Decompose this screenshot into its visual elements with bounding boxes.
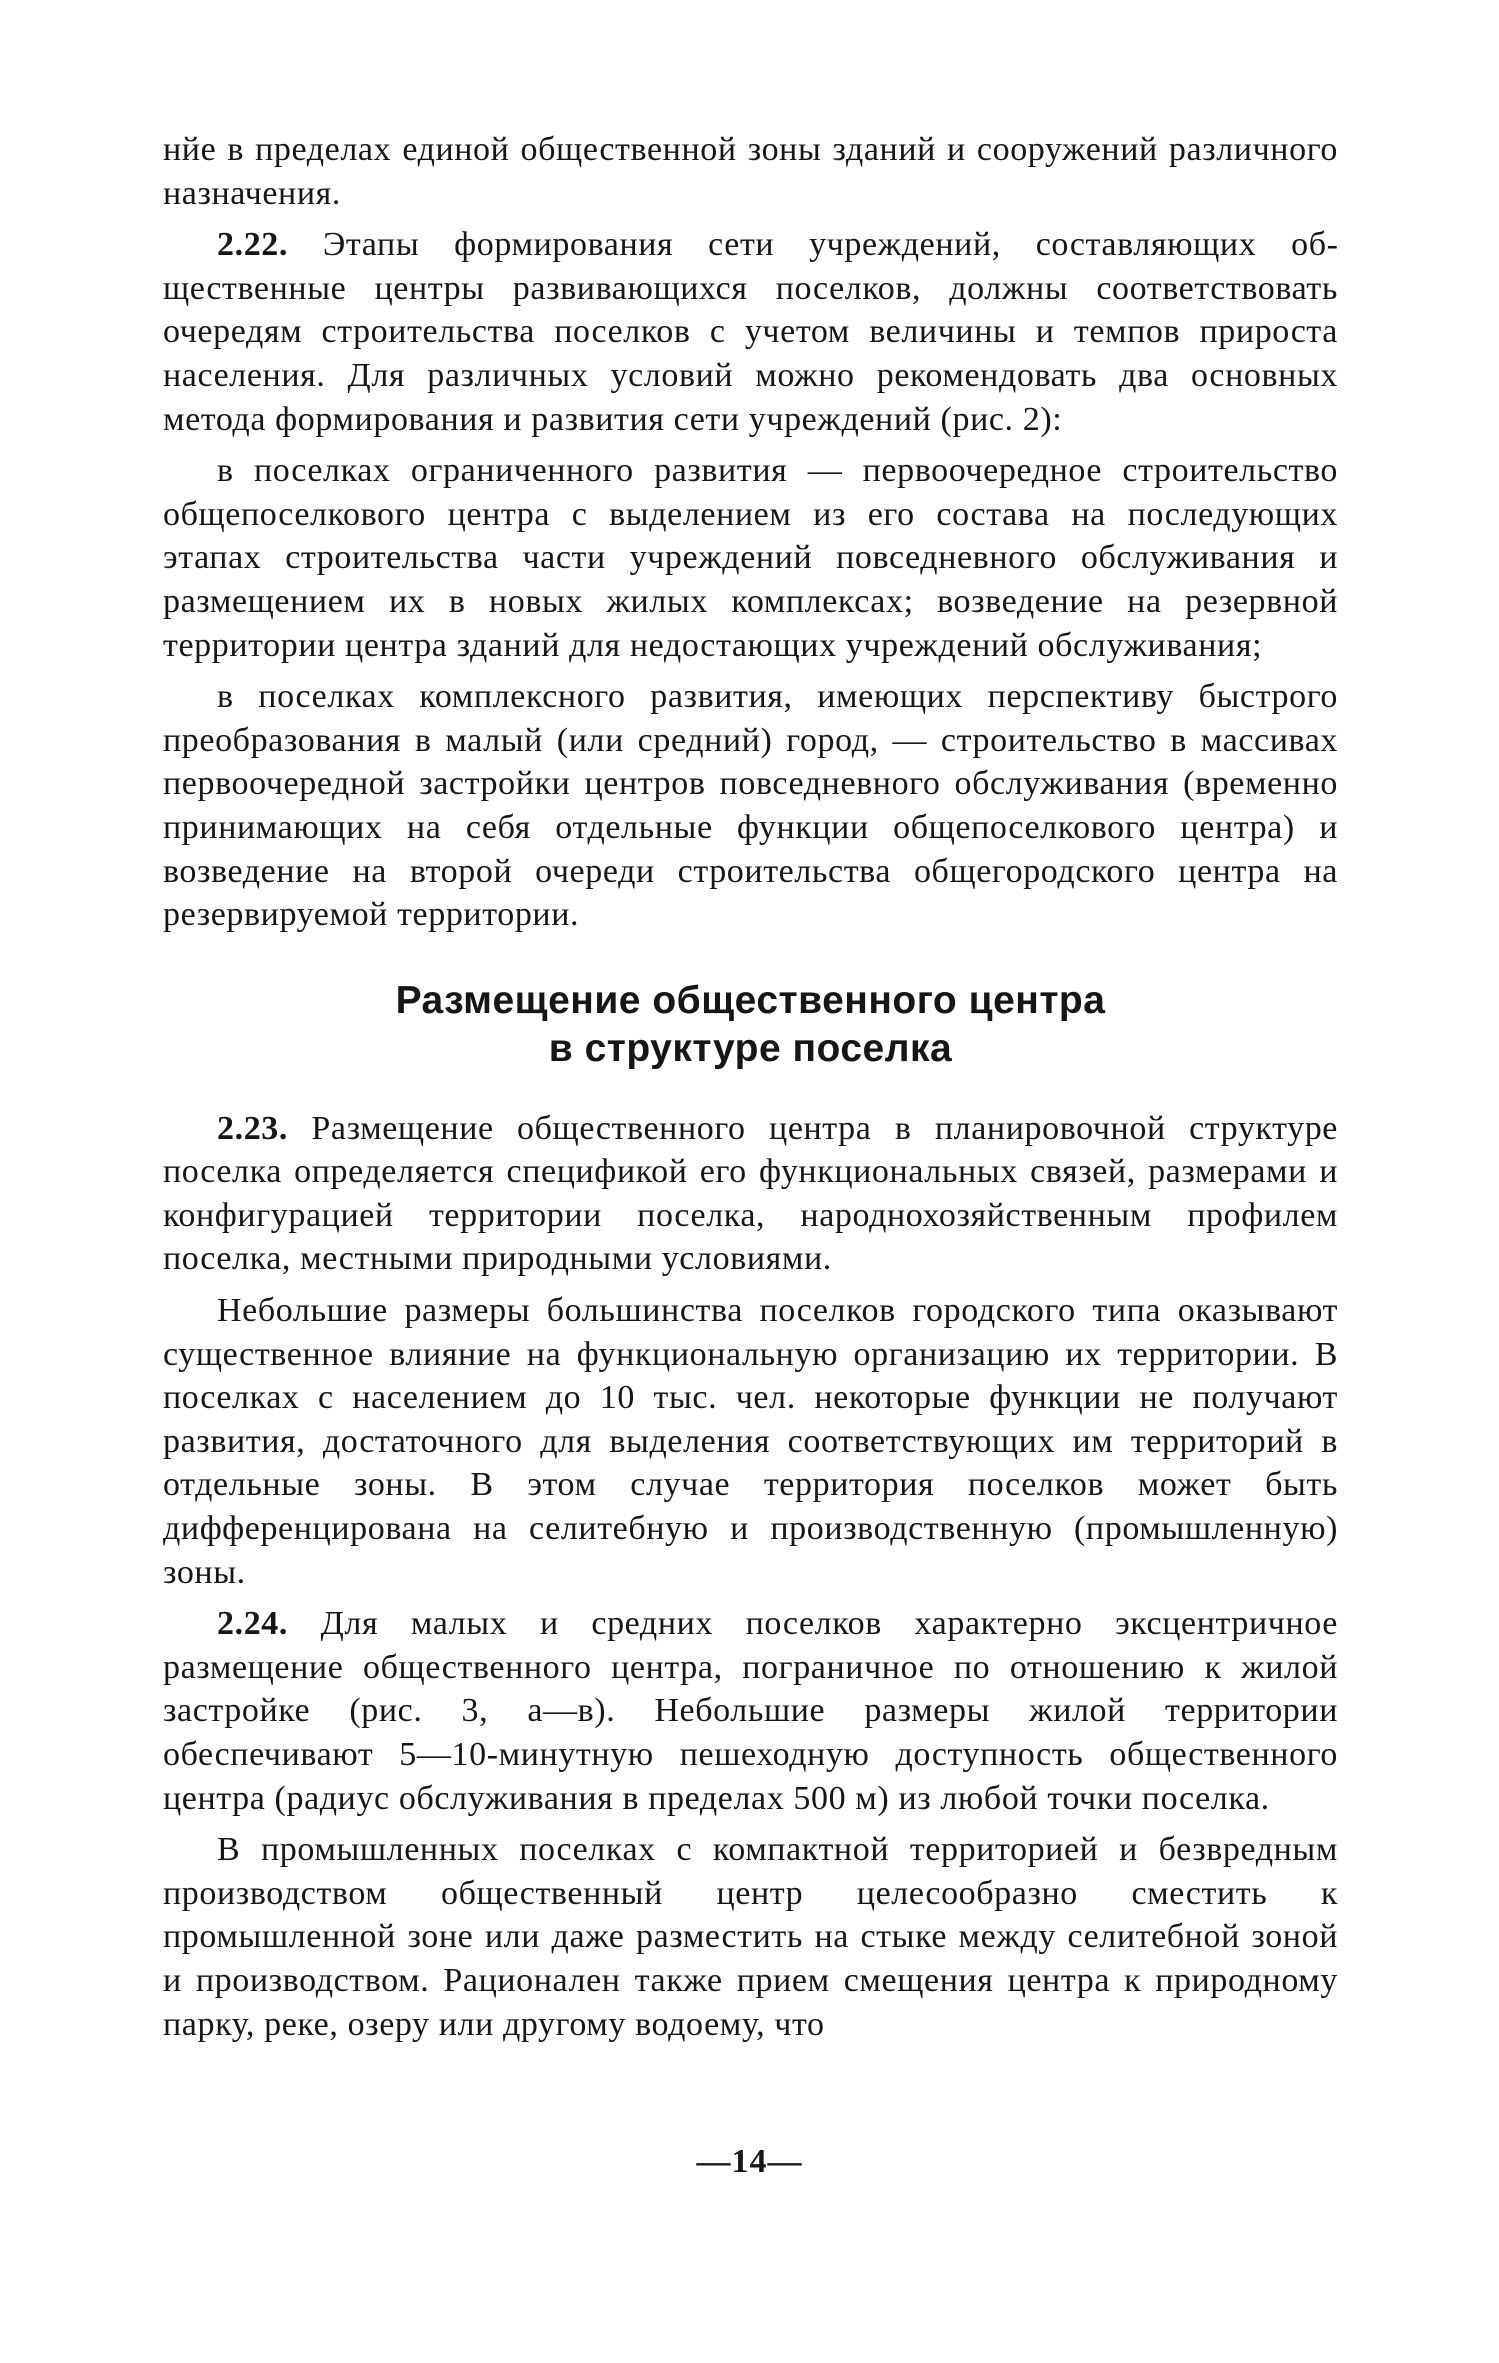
paragraph-2-24: 2.24. Для малых и средних поселков характерно эксцентричное размещение общественного центра, пограничное по отношению к жилой застройке (рис. 3, а—в). Небольшие размеры жилой территории обеспечивают 5—10-минутную пешеходную доступность общественного центра (радиус обслуживания в пределах 500 м) из любой точки поселка. xyxy=(163,1605,1338,1817)
paragraph-complex-development: в поселках комплексного развития, имеющих перспективу быстрого преобразования в малый (или средний) город, — строительство в массивах первоочередной застройки центров повседневного обслуживания (временно принимающих на себя отдельные функции общепоселкового центра) и возведение на второй очереди строительства общегородского центра на резервируемой территории. xyxy=(163,678,1338,934)
clause-number: 2.23. xyxy=(217,1109,288,1147)
clause-number: 2.22. xyxy=(217,226,288,264)
page-number: —14— xyxy=(696,2143,803,2180)
section-heading-line-1: Размещение общественного центра xyxy=(395,978,1106,1022)
paragraph-small-settlements: Небольшие размеры большинства поселков городского типа оказывают существенное влияние на функциональную организацию их территории. В поселках с населением до 10 тыс. чел. некоторые функции не получают развития, достаточного для выделения соответствующих им территорий в отдельные зоны. В этом случае территория поселков может быть дифференцирована на селитебную и производственную (промышленную) зоны. xyxy=(163,1292,1338,1591)
section-heading xyxy=(163,977,1338,1073)
paragraph-industrial-settlements: В промышленных поселках с компактной территорией и безвредным производством общественный центр целесообразно сместить к промышленной зоне или даже разместить на стыке между селитебной зоной и производством. Рационален также прием смещения центра к природному парку, реке, озеру или другому водоему, что xyxy=(163,1831,1338,2043)
section-heading-line-2: в структуре поселка xyxy=(548,1026,953,1070)
page-body xyxy=(163,128,1338,2046)
paragraph-2-23: 2.23. Размещение общественного центра в планировочной структуре поселка определяется спецификой его функциональных связей, размерами и конфигурацией территории поселка, народнохозяйственным профилем поселка, местными природными условиями. xyxy=(163,1109,1338,1278)
paragraph-limited-development: в поселках ограниченного развития — первоочередное строительство общепоселкового центра с выделением из его состава на последующих этапах строительства части учреждений повседневного обслуживания и размещением их в новых жилых комплексах; возведение на резервной территории центра зданий для недостающих учреждений обслуживания; xyxy=(163,452,1338,664)
clause-number: 2.24. xyxy=(217,1605,288,1643)
paragraph-2-22: 2.22. Этапы формирования сети учреждений, составляющих общественные центры развивающихся поселков, должны соответствовать очередям строительства поселков с учетом величины и темпов прироста населения. Для различных условий можно рекомендовать два основных метода формирования и развития сети учреждений (рис. 2): xyxy=(163,226,1338,438)
paragraph-continuation: нйе в пределах единой общественной зоны зданий и сооружений различного назначения. xyxy=(163,131,1338,212)
